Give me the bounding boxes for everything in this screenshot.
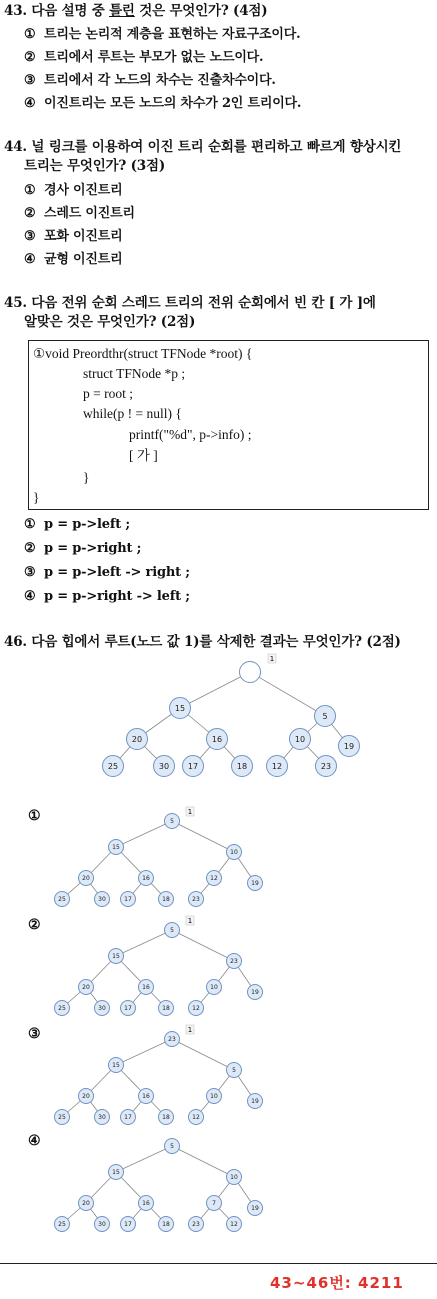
tree-node <box>95 1217 110 1232</box>
tree-node <box>55 892 70 907</box>
tree-node <box>248 1094 263 1109</box>
tree-node <box>139 1089 154 1104</box>
tree-node-label: 10 <box>294 734 306 744</box>
tree-node <box>227 1063 242 1078</box>
tree-node <box>290 729 311 750</box>
tree-node <box>227 1170 242 1185</box>
code-line-4: while(p ! = null) { <box>83 406 182 421</box>
tree-svg <box>0 1023 437 1128</box>
tree-node <box>95 892 110 907</box>
tree-svg <box>0 914 437 1019</box>
tree-node <box>121 1001 136 1016</box>
tree-node-label: 18 <box>236 761 248 771</box>
tree-node-label: 23 <box>192 1221 200 1229</box>
tree-node-label: 10 <box>230 849 238 857</box>
tree-node-label: 25 <box>58 1114 66 1122</box>
tree-node-label: 5 <box>322 711 328 721</box>
tree-node-label: 25 <box>58 1221 66 1229</box>
q43-option-4[interactable]: ④ 이진트리는 모든 노드의 차수가 2인 트리이다. <box>24 96 302 111</box>
tree-node-label: 16 <box>142 984 150 992</box>
tree-node <box>339 736 360 757</box>
tree-edge <box>116 1039 172 1065</box>
tree-node <box>121 892 136 907</box>
heap-option-tree-3 <box>0 1023 437 1128</box>
tree-node-label: 30 <box>98 1221 106 1229</box>
tree-node <box>79 1089 94 1104</box>
tree-node <box>139 980 154 995</box>
tree-node <box>232 756 253 777</box>
tree-node-label: 10 <box>230 1174 238 1182</box>
tree-node <box>248 1201 263 1216</box>
tree-node-label: 18 <box>162 1221 170 1229</box>
q45-option-4[interactable]: ④ p = p->right -> left ; <box>24 589 190 604</box>
tree-edge <box>116 1146 172 1172</box>
tree-node <box>165 923 180 938</box>
tree-node-label: 16 <box>142 875 150 883</box>
tree-node <box>227 1217 242 1232</box>
tree-node-label: 19 <box>251 880 259 888</box>
tree-node <box>267 756 288 777</box>
heap-option-tree-2 <box>0 914 437 1019</box>
tree-node <box>207 1089 222 1104</box>
tree-node-label: 5 <box>170 927 174 935</box>
q45-option-1[interactable]: ① p = p->left ; <box>24 517 130 532</box>
q46-title: 46. 다음 힙에서 루트(노드 값 1)를 삭제한 결과는 무엇인가? (2점) <box>4 634 401 650</box>
q46-option-label-3[interactable]: ③ <box>28 1026 41 1042</box>
tree-node-label: 5 <box>232 1067 236 1075</box>
tree-node <box>127 729 148 750</box>
tree-node <box>95 1110 110 1125</box>
tree-node <box>240 662 261 683</box>
tree-node <box>248 985 263 1000</box>
q46-option-label-4[interactable]: ④ <box>28 1133 41 1149</box>
tree-node-label: 20 <box>82 984 90 992</box>
tree-node <box>189 892 204 907</box>
tree-node-label: 17 <box>124 896 132 904</box>
tree-node <box>165 1032 180 1047</box>
tree-edge <box>180 672 250 708</box>
tree-node <box>189 1001 204 1016</box>
tree-node <box>170 698 191 719</box>
tree-edge <box>116 821 172 847</box>
tree-node-label: 15 <box>174 703 186 713</box>
tree-node-label: 10 <box>210 984 218 992</box>
tree-node <box>165 814 180 829</box>
tree-node <box>189 1217 204 1232</box>
tree-node-label: 30 <box>98 1005 106 1013</box>
tree-node-label: 10 <box>210 1093 218 1101</box>
tree-node-label: 25 <box>58 896 66 904</box>
q44-option-2[interactable]: ② 스레드 이진트리 <box>24 206 135 221</box>
code-line-7: } <box>83 470 90 485</box>
tree-node-label: 16 <box>142 1200 150 1208</box>
tree-node <box>55 1110 70 1125</box>
tree-svg <box>0 805 437 910</box>
code-line-5: printf("%d", p->info) ; <box>129 427 252 442</box>
tree-node <box>159 1217 174 1232</box>
q44-option-1[interactable]: ① 경사 이진트리 <box>24 183 123 198</box>
q44-title: 44. 널 링크를 이용하여 이진 트리 순회를 편리하고 빠르게 향상시킨 트리는 무엇인가? (3점) <box>4 139 402 174</box>
root-tag-label: 1 <box>269 655 275 663</box>
tree-node-label: 15 <box>112 844 120 852</box>
answer-key: 43~46번: 4211 <box>270 1274 404 1292</box>
tree-node <box>207 980 222 995</box>
tree-node-label: 23 <box>230 958 238 966</box>
tree-node <box>109 949 124 964</box>
tree-node-label: 12 <box>210 875 218 883</box>
tree-node <box>159 1110 174 1125</box>
root-tag-label: 1 <box>187 808 193 816</box>
tree-node <box>79 871 94 886</box>
q43-title: 43. 다음 설명 중 틀린 것은 무엇인가? (4점) <box>4 3 268 19</box>
tree-node <box>55 1217 70 1232</box>
tree-node-label: 17 <box>124 1005 132 1013</box>
tree-node-label: 16 <box>211 734 223 744</box>
bottom-rule <box>0 1263 437 1264</box>
tree-node-label: 30 <box>158 761 170 771</box>
tree-node-label: 15 <box>112 1062 120 1070</box>
q44-option-3[interactable]: ③ 포화 이진트리 <box>24 229 123 244</box>
tree-node <box>103 756 124 777</box>
tree-node <box>154 756 175 777</box>
tree-node <box>139 1196 154 1211</box>
tree-node-label: 20 <box>131 734 143 744</box>
root-tag-label: 1 <box>187 917 193 925</box>
tree-node <box>315 706 336 727</box>
tree-node-label: 20 <box>82 1093 90 1101</box>
tree-node <box>207 1196 222 1211</box>
q45-code-box <box>28 340 429 510</box>
tree-node <box>121 1217 136 1232</box>
tree-node-label: 17 <box>124 1221 132 1229</box>
tree-edge <box>116 930 172 956</box>
tree-node-label: 12 <box>230 1221 238 1229</box>
root-tag-label: 1 <box>187 1026 193 1034</box>
tree-node-label: 19 <box>251 989 259 997</box>
tree-node-label: 30 <box>98 896 106 904</box>
tree-node <box>248 876 263 891</box>
tree-node-label: 18 <box>162 1005 170 1013</box>
heap-option-tree-4 <box>0 1130 437 1235</box>
q43-option-1[interactable]: ① 트리는 논리적 계층을 표현하는 자료구조이다. <box>24 27 301 42</box>
heap-option-tree-1 <box>0 805 437 910</box>
tree-svg <box>0 650 437 780</box>
tree-node-label: 7 <box>212 1200 216 1208</box>
tree-node-label: 25 <box>107 761 119 771</box>
tree-node-label: 12 <box>271 761 283 771</box>
tree-node-label: 15 <box>112 1169 120 1177</box>
tree-node-label: 23 <box>320 761 332 771</box>
tree-node <box>79 980 94 995</box>
tree-node-label: 20 <box>82 875 90 883</box>
tree-node-label: 19 <box>251 1098 259 1106</box>
code-line-8: } <box>33 490 40 505</box>
tree-node <box>121 1110 136 1125</box>
tree-node <box>189 1110 204 1125</box>
tree-node-label: 5 <box>170 1143 174 1151</box>
tree-node-label: 30 <box>98 1114 106 1122</box>
tree-node-label: 23 <box>168 1036 176 1044</box>
tree-node-circle <box>240 662 261 683</box>
tree-node <box>55 1001 70 1016</box>
tree-node-label: 5 <box>170 818 174 826</box>
tree-edge <box>250 672 325 716</box>
tree-node-label: 12 <box>192 1114 200 1122</box>
tree-node <box>159 892 174 907</box>
tree-node <box>159 1001 174 1016</box>
tree-node-label: 17 <box>187 761 199 771</box>
tree-node-label: 12 <box>192 1005 200 1013</box>
tree-node-label: 18 <box>162 1114 170 1122</box>
q45-title: 45. 다음 전위 순회 스레드 트리의 전위 순회에서 빈 칸 [ 가 ]에 알맞은 것은 무엇인가? (2점) <box>4 295 376 330</box>
tree-node-label: 19 <box>251 1205 259 1213</box>
q43-option-3[interactable]: ③ 트리에서 각 노드의 차수는 진출차수이다. <box>24 73 276 88</box>
tree-edge <box>172 930 234 961</box>
tree-edge <box>172 1146 234 1177</box>
tree-node-label: 15 <box>112 953 120 961</box>
q46-option-label-1[interactable]: ① <box>28 808 41 824</box>
tree-node-label: 25 <box>58 1005 66 1013</box>
q46-option-label-2[interactable]: ② <box>28 917 41 933</box>
tree-node <box>95 1001 110 1016</box>
tree-node <box>207 871 222 886</box>
tree-node <box>183 756 204 777</box>
tree-svg <box>0 1130 437 1235</box>
tree-edge <box>172 1039 234 1070</box>
heap-main-tree <box>0 650 437 780</box>
tree-node <box>109 1058 124 1073</box>
q43-option-2[interactable]: ② 트리에서 루트는 부모가 없는 노드이다. <box>24 50 264 65</box>
tree-edge <box>172 821 234 852</box>
tree-node <box>227 845 242 860</box>
tree-node-label: 23 <box>192 896 200 904</box>
code-line-2: struct TFNode *p ; <box>83 366 186 381</box>
tree-node-label: 18 <box>162 896 170 904</box>
tree-node <box>207 729 228 750</box>
tree-node-label: 20 <box>82 1200 90 1208</box>
tree-node-label: 17 <box>124 1114 132 1122</box>
tree-node <box>165 1139 180 1154</box>
tree-node <box>139 871 154 886</box>
q45-option-3[interactable]: ③ p = p->left -> right ; <box>24 565 190 580</box>
tree-node-label: 16 <box>142 1093 150 1101</box>
tree-node <box>227 954 242 969</box>
q45-option-2[interactable]: ② p = p->right ; <box>24 541 142 556</box>
code-line-6: [ 가 ] <box>129 448 158 463</box>
q44-option-4[interactable]: ④ 균형 이진트리 <box>24 252 123 267</box>
tree-node <box>109 840 124 855</box>
code-line-3: p = root ; <box>83 386 133 401</box>
code-line-1: ①void Preordthr(struct TFNode *root) { <box>33 346 253 361</box>
tree-node-label: 19 <box>343 741 355 751</box>
tree-node <box>79 1196 94 1211</box>
tree-node <box>316 756 337 777</box>
tree-node <box>109 1165 124 1180</box>
